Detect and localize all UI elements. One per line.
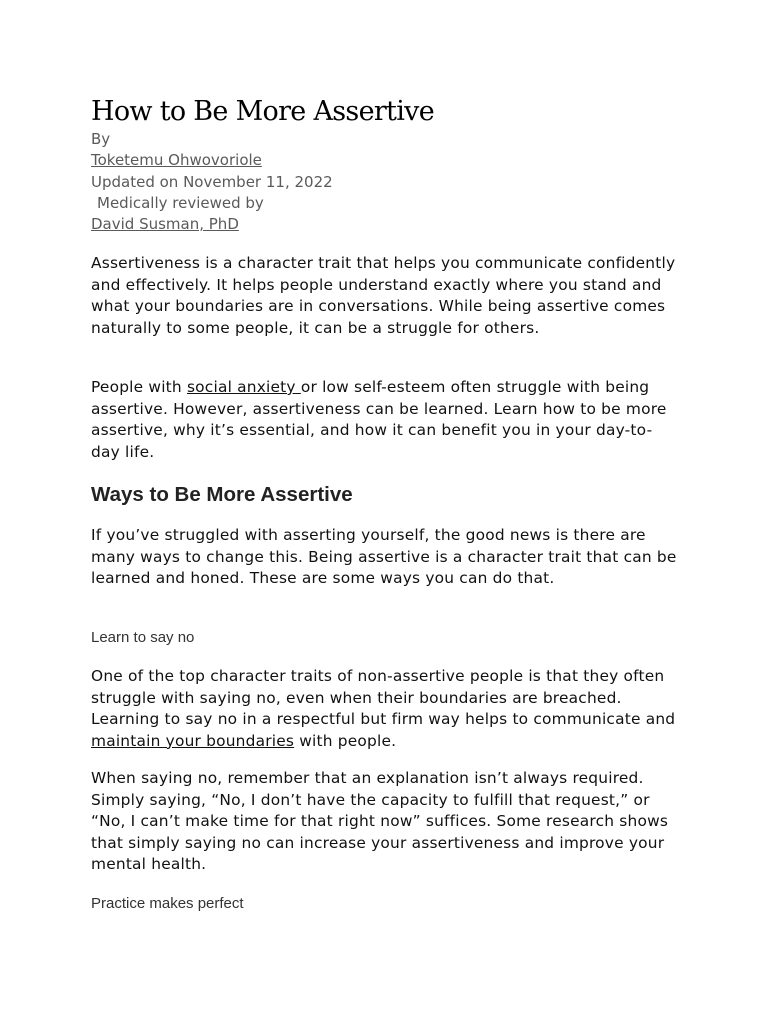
reviewed-label: Medically reviewed by xyxy=(97,193,264,212)
byline xyxy=(91,129,333,235)
reviewer-link[interactable]: David Susman, PhD xyxy=(91,215,239,234)
subheading-learn-to-say-no: Learn to say no xyxy=(91,629,195,646)
intro-p2-text-after: or low self-esteem often struggle with being assertive. However, assertiveness can be learned. Learn how to be more assertive, why it’s essential, and how it can benefit you in your day-to-day life. xyxy=(91,378,667,461)
intro-paragraph-2 xyxy=(91,377,681,463)
author-link[interactable]: Toketemu Ohwovoriole xyxy=(91,151,262,170)
say-no-p1-text-after: with people. xyxy=(294,731,397,750)
intro-p2-text-before: People with xyxy=(91,378,187,396)
updated-date: Updated on November 11, 2022 xyxy=(91,172,333,191)
say-no-paragraph-1 xyxy=(91,666,681,752)
social-anxiety-link[interactable]: social anxiety xyxy=(186,378,301,396)
say-no-p1-text-before: One of the top character traits of non-assertive people is that they often struggle with saying no, even when their boundaries are breached. Learning to say no in a respectful but firm way helps to communicate and xyxy=(91,667,676,728)
say-no-paragraph-2: When saying no, remember that an explanation isn’t always required. Simply saying, “No, I don’t have the capacity to fulfill that request,” or “No, I can’t make time for that right now” suffices. Some research shows that simply saying no can increase your assertiveness and improve your mental health. xyxy=(91,769,669,873)
section-paragraph-1: If you’ve struggled with asserting yourself, the good news is there are many ways to change this. Being assertive is a character trait that can be learned and honed. These are some ways you can do that. xyxy=(91,526,677,587)
maintain-boundaries-link[interactable]: maintain your boundaries xyxy=(91,731,295,750)
section-heading: Ways to Be More Assertive xyxy=(91,483,353,506)
article-title: How to Be More Assertive xyxy=(91,96,434,127)
subheading-practice-makes-perfect: Practice makes perfect xyxy=(91,895,244,912)
intro-paragraph-1: Assertiveness is a character trait that helps you communicate confidently and effectively. It helps people understand exactly where you stand and what your boundaries are in conversations. While being assertive comes naturally to some people, it can be a struggle for others. xyxy=(91,254,676,337)
by-label: By xyxy=(91,130,111,148)
